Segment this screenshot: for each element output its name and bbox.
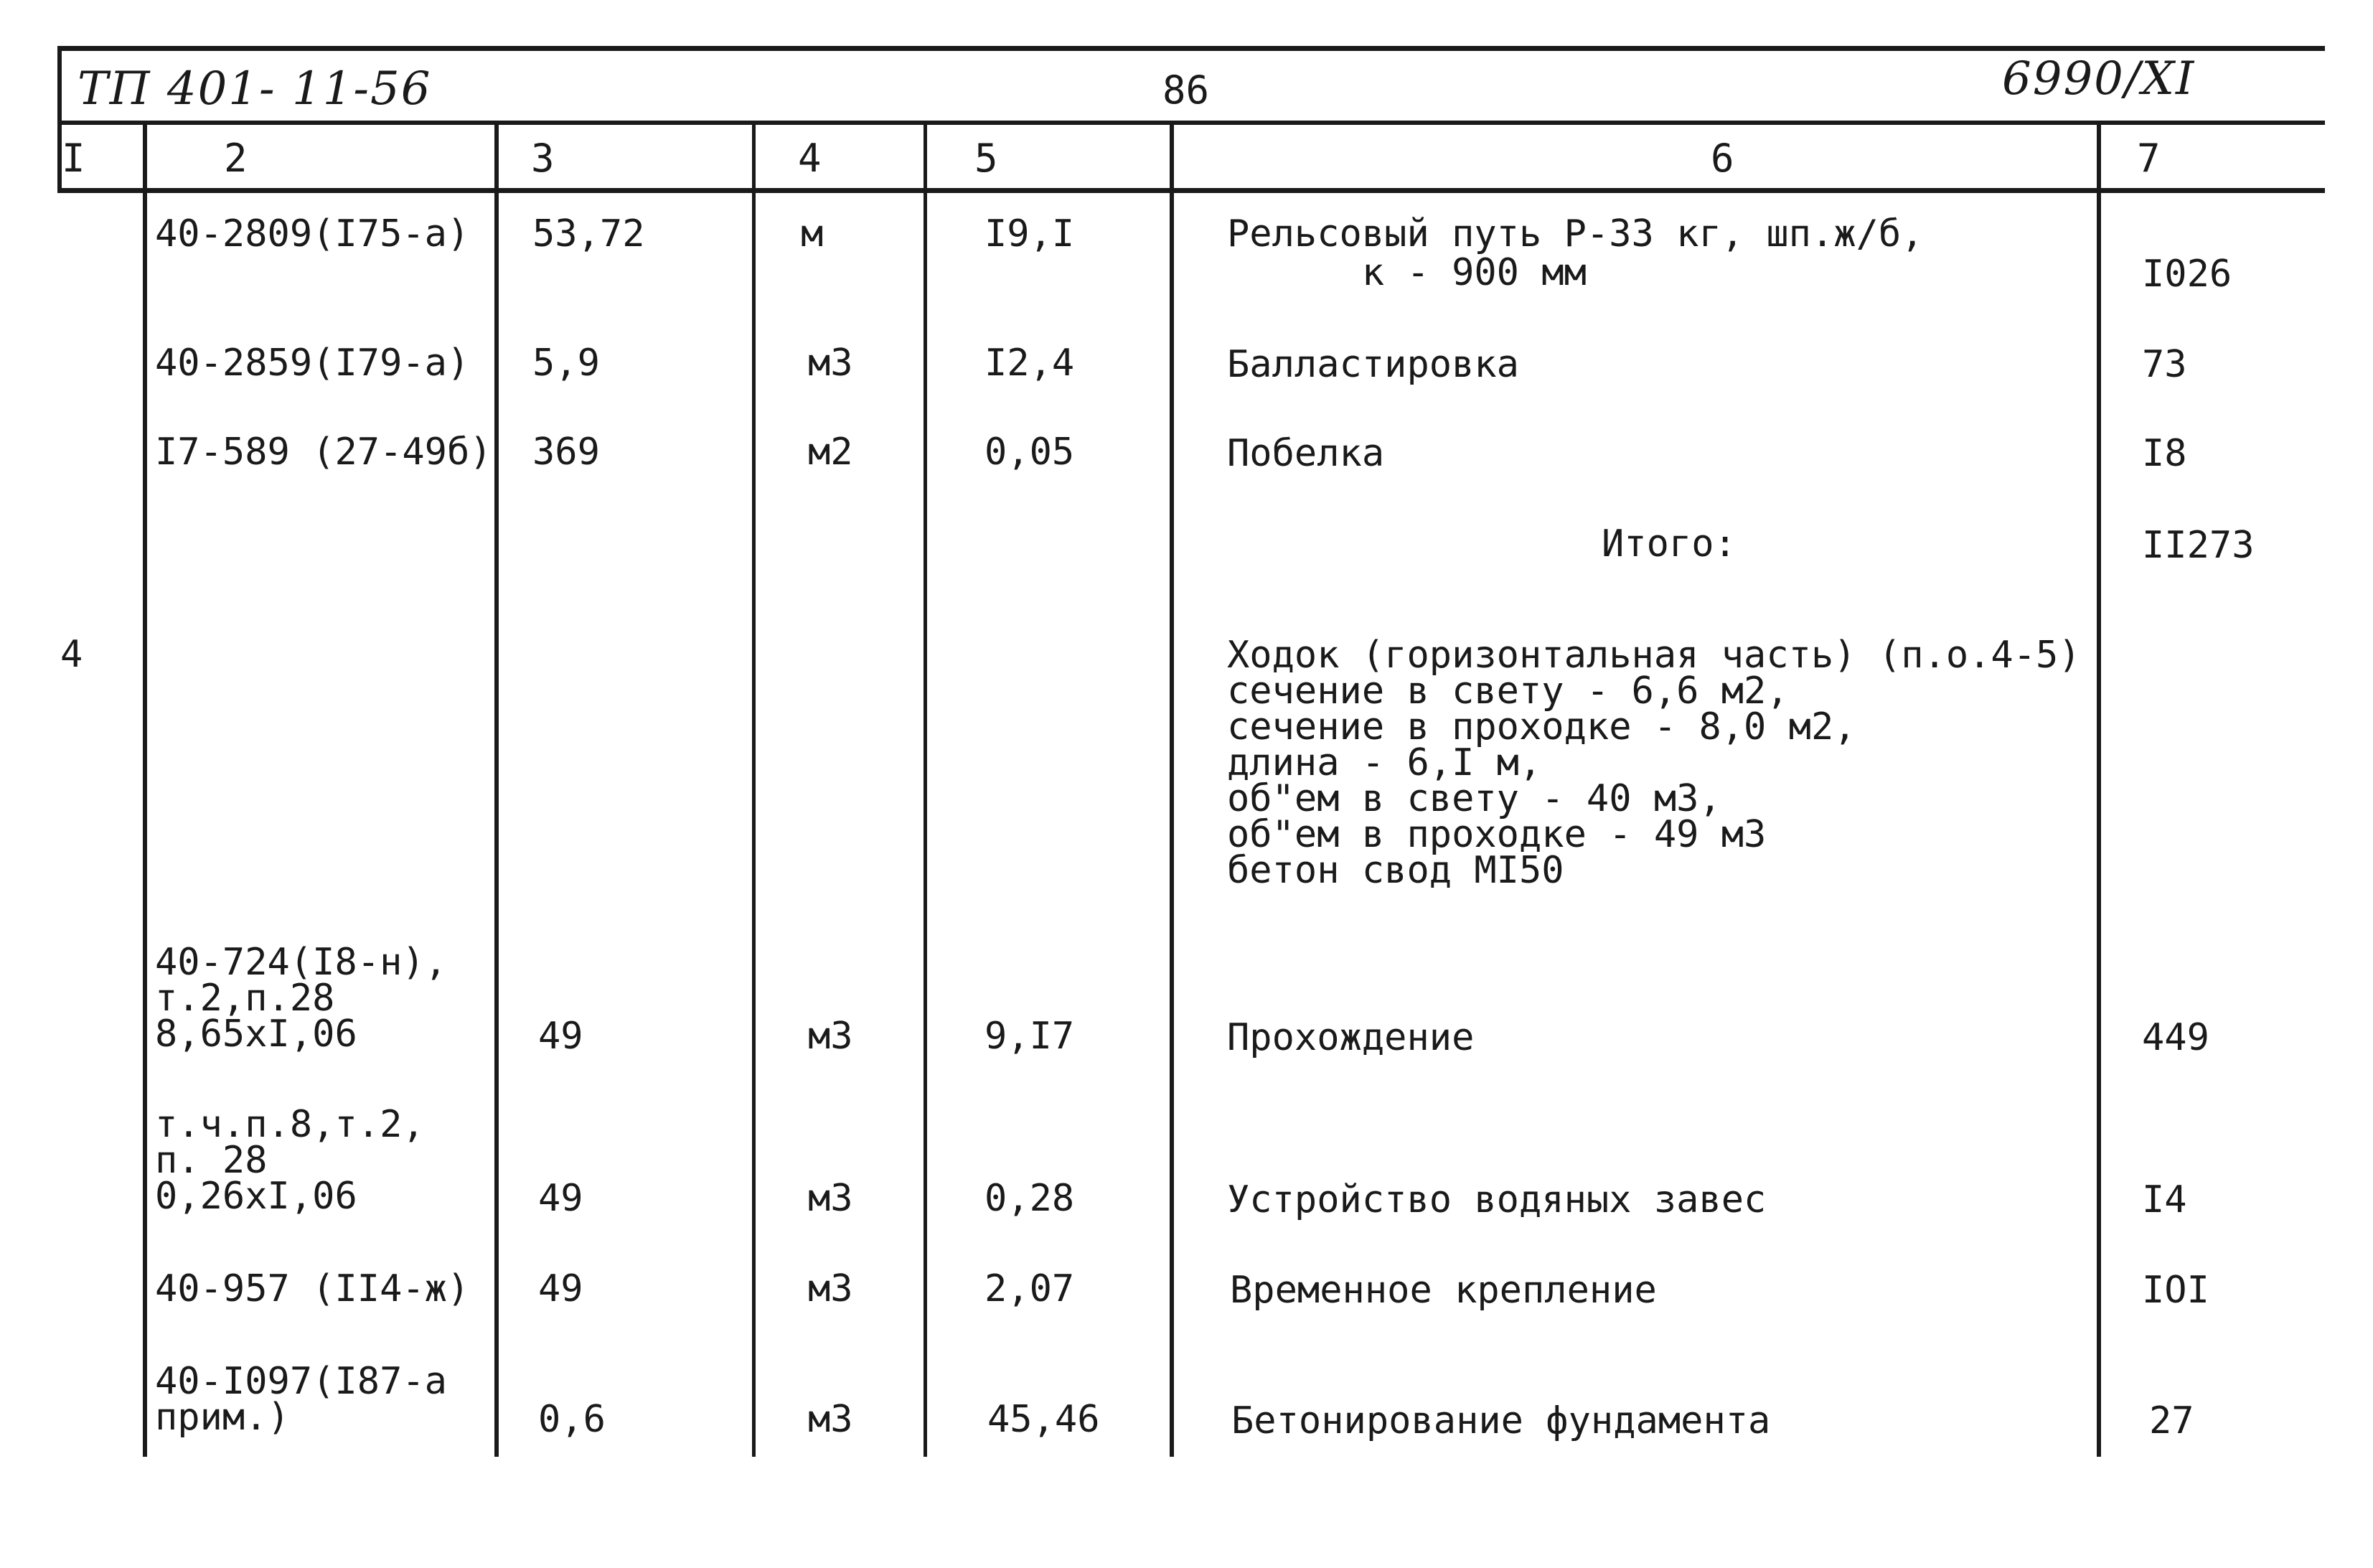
unit: м (801, 212, 824, 255)
description: Ходок (горизонтальная часть) (п.о.4-5) (1227, 634, 2081, 677)
rate-code: п. 28 (155, 1139, 268, 1182)
unit-price: 45,46 (987, 1398, 1100, 1441)
header-top-border (57, 121, 2325, 125)
unit-price: 0,28 (985, 1177, 1075, 1220)
description: Рельсовый путь Р-33 кг, шп.ж/б, (1227, 212, 1924, 255)
column-header-6: 6 (1711, 136, 1734, 181)
quantity: 369 (532, 431, 600, 474)
column-header-3: 3 (531, 136, 555, 181)
description: к - 900 мм (1227, 251, 1587, 294)
header-bottom-border (57, 188, 2325, 193)
unit: м3 (808, 1398, 853, 1441)
rate-code: 40-957 (II4-ж) (155, 1267, 470, 1310)
total-cost: 449 (2142, 1016, 2209, 1059)
col-divider-2 (143, 122, 147, 1457)
rate-code: т.ч.п.8,т.2, (155, 1103, 425, 1146)
description: Прохождение (1227, 1016, 1475, 1059)
total-cost: II273 (2142, 524, 2255, 567)
column-header-1: I (62, 136, 85, 181)
column-header-7: 7 (2137, 136, 2161, 181)
rate-code: т.2,п.28 (155, 977, 335, 1020)
col-divider-7 (2097, 122, 2101, 1457)
doc-code: ТП 401- 11-56 (77, 62, 432, 116)
quantity: 49 (538, 1267, 583, 1310)
total-cost: 73 (2142, 343, 2187, 386)
description: сечение в свету - 6,6 м2, (1227, 670, 1789, 713)
col-divider-5 (924, 122, 927, 1457)
itogo-label: Итого: (1602, 522, 1737, 565)
column-header-5: 5 (974, 136, 998, 181)
unit-price: 9,I7 (985, 1015, 1075, 1058)
description: Устройство водяных завес (1227, 1178, 1767, 1221)
rate-code: 8,65хI,06 (155, 1013, 357, 1056)
quantity: 49 (538, 1177, 583, 1220)
description: об"ем в проходке - 49 м3 (1227, 813, 1767, 856)
description: Бетонирование фундамента (1231, 1399, 1771, 1442)
quantity: 53,72 (532, 212, 645, 255)
unit-price: I2,4 (985, 342, 1075, 385)
unit-price: 2,07 (985, 1267, 1075, 1310)
col-divider-3 (494, 122, 499, 1457)
unit-price: 0,05 (985, 431, 1075, 474)
description: сечение в проходке - 8,0 м2, (1227, 705, 1856, 748)
description: об"ем в свету - 40 м3, (1227, 777, 1721, 820)
rate-code: 40-I097(I87-а (155, 1360, 447, 1403)
total-cost: 27 (2149, 1399, 2194, 1442)
rate-code: I7-589 (27-49б) (155, 431, 492, 474)
total-cost: I026 (2142, 253, 2232, 296)
description: Балластировка (1227, 343, 1519, 386)
unit: м3 (808, 1267, 853, 1310)
column-header-4: 4 (798, 136, 822, 181)
unit: м3 (808, 1177, 853, 1220)
total-cost: IOI (2142, 1269, 2209, 1312)
col-divider-4 (752, 122, 756, 1457)
top-border (57, 46, 2325, 51)
total-cost: I8 (2142, 432, 2187, 475)
unit: м3 (808, 1015, 853, 1058)
rate-code: прим.) (155, 1396, 290, 1439)
page-number: 86 (1162, 67, 1210, 113)
description: Побелка (1227, 432, 1385, 475)
rate-code: 40-2809(I75-а) (155, 212, 470, 255)
description: бетон свод МI50 (1227, 849, 1564, 892)
total-cost: I4 (2142, 1178, 2187, 1221)
rate-code: 0,26хI,06 (155, 1175, 357, 1218)
col-divider-6 (1170, 122, 1174, 1457)
unit: м3 (808, 342, 853, 385)
description: Временное крепление (1230, 1269, 1657, 1312)
rate-code: 40-2859(I79-а) (155, 342, 470, 385)
quantity: 5,9 (532, 342, 600, 385)
quantity: 49 (538, 1015, 583, 1058)
archive-code: 6990/XI (2002, 52, 2196, 105)
column-header-2: 2 (224, 136, 248, 181)
rate-code: 40-724(I8-н), (155, 941, 447, 984)
section-number: 4 (60, 633, 83, 676)
description: длина - 6,I м, (1227, 741, 1542, 784)
quantity: 0,6 (538, 1398, 606, 1441)
unit: м2 (808, 431, 853, 474)
unit-price: I9,I (985, 212, 1075, 255)
